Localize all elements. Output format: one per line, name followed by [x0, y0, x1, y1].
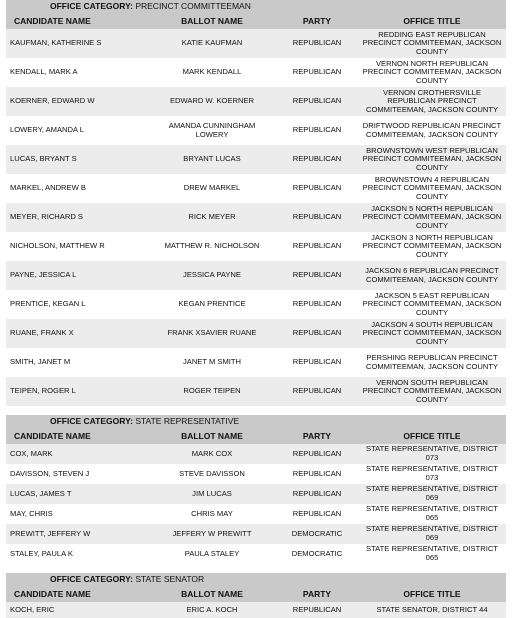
candidate-name-cell: PREWITT, JEFFERY W — [10, 528, 91, 538]
office-title-cell: JACKSON 6 REPUBLICAN PRECINCT COMMITEEMAN, JACKSON COUNTY — [365, 265, 499, 284]
table-row — [6, 544, 506, 564]
party-cell: REPUBLICAN — [292, 299, 342, 309]
table-row — [6, 464, 506, 484]
party-cell: REPUBLICAN — [292, 212, 342, 222]
office-category-label — [6, 415, 239, 427]
party-cell: REPUBLICAN — [292, 604, 342, 614]
office-title-cell: STATE REPRESENTATIVE, DISTRICT 065 — [366, 504, 498, 522]
ballot-name-cell: DREW MARKEL — [183, 183, 241, 193]
table-row — [6, 87, 506, 116]
ballot-name-cell: FRANK XSAVIER RUANE — [167, 328, 257, 338]
table-row — [6, 261, 506, 290]
table-row — [6, 524, 506, 544]
candidate-name-cell: LOWERY, AMANDA L — [10, 125, 84, 135]
candidate-name-cell: KENDALL, MARK A — [10, 67, 78, 77]
party-cell: REPUBLICAN — [292, 488, 342, 498]
office-category-name: STATE REPRESENTATIVE — [135, 416, 240, 426]
ballot-name-cell: KEGAN PRENTICE — [178, 299, 246, 309]
table-row — [6, 348, 506, 377]
header-ballot-name: BALLOT NAME — [181, 430, 243, 441]
office-title-cell: DRIFTWOOD REPUBLICAN PRECINCT COMMITEEMAN, JACKSON COUNTY — [362, 120, 502, 139]
party-cell: DEMOCRATIC — [291, 528, 343, 538]
party-cell: REPUBLICAN — [292, 468, 342, 478]
office-title-cell: JACKSON 3 NORTH REPUBLICAN PRECINCT COMMITEEMAN, JACKSON COUNTY — [362, 232, 502, 259]
office-title-cell: PERSHING REPUBLICAN PRECINCT COMMITEEMAN, JACKSON COUNTY — [365, 352, 499, 371]
candidate-name-cell: TEIPEN, ROGER L — [10, 386, 76, 396]
header-party: PARTY — [302, 430, 332, 441]
ballot-name-cell: JESSICA PAYNE — [183, 270, 241, 280]
candidate-name-cell: LUCAS, JAMES T — [10, 488, 72, 498]
office-title-cell: JACKSON 5 NORTH REPUBLICAN PRECINCT COMMITEEMAN, JACKSON COUNTY — [362, 203, 502, 230]
office-title-cell: JACKSON 4 SOUTH REPUBLICAN PRECINCT COMMITEEMAN, JACKSON COUNTY — [362, 319, 502, 346]
party-cell: REPUBLICAN — [292, 357, 342, 367]
table-row — [6, 290, 506, 319]
section-state-senator — [6, 573, 506, 618]
ballot-name-cell: STEVE DAVISSON — [179, 468, 245, 478]
ballot-name-cell: EDWARD W. KOERNER — [169, 96, 255, 106]
candidate-name-cell: COX, MARK — [10, 448, 53, 458]
office-title-cell: STATE REPRESENTATIVE, DISTRICT 069 — [366, 484, 498, 502]
table-row — [6, 58, 506, 87]
candidate-name-cell: KAUFMAN, KATHERINE S — [10, 38, 102, 48]
party-cell: REPUBLICAN — [292, 38, 342, 48]
ballot-name-cell: ROGER TEIPEN — [183, 386, 241, 396]
section-gap — [6, 406, 506, 415]
party-cell: REPUBLICAN — [292, 183, 342, 193]
table-row — [6, 174, 506, 203]
table-row — [6, 203, 506, 232]
table-row — [6, 145, 506, 174]
candidate-name-cell: PRENTICE, KEGAN L — [10, 299, 86, 309]
ballot-name-cell: PAULA STALEY — [184, 548, 240, 558]
party-cell: REPUBLICAN — [292, 448, 342, 458]
table-header-row — [6, 427, 506, 444]
ballot-name-cell: AMANDA CUNNINGHAM LOWERY — [168, 120, 256, 139]
header-ballot-name: BALLOT NAME — [181, 588, 243, 599]
ballot-name-cell: MARK KENDALL — [182, 67, 242, 77]
ballot-name-cell: JIM LUCAS — [192, 488, 232, 498]
table-row — [6, 232, 506, 261]
party-cell: REPUBLICAN — [292, 508, 342, 518]
table-row — [6, 29, 506, 58]
ballot-name-cell: ERIC A. KOCH — [186, 604, 238, 614]
party-cell: DEMOCRATIC — [291, 548, 343, 558]
office-title-cell: STATE SENATOR, DISTRICT 44 — [376, 604, 488, 614]
candidate-list-page — [6, 0, 506, 618]
office-category-name: PRECINCT COMMITTEEMAN — [135, 1, 251, 11]
header-ballot-name: BALLOT NAME — [181, 15, 243, 26]
table-row — [6, 602, 506, 618]
section-gap — [6, 564, 506, 573]
office-category-label — [6, 573, 204, 585]
candidate-name-cell: MAY, CHRIS — [10, 508, 53, 518]
candidate-name-cell: SMITH, JANET M — [10, 357, 71, 367]
ballot-name-cell: JANET M SMITH — [182, 357, 242, 367]
candidate-name-cell: LUCAS, BRYANT S — [10, 154, 77, 164]
candidate-name-cell: KOCH, ERIC — [10, 604, 55, 614]
candidate-name-cell: KOERNER, EDWARD W — [10, 96, 95, 106]
office-category-bar — [6, 0, 506, 12]
candidate-name-cell: MEYER, RICHARD S — [10, 212, 83, 222]
section-precinct-committeeman — [6, 0, 506, 406]
ballot-name-cell: MARK COX — [191, 448, 233, 458]
office-title-cell: VERNON NORTH REPUBLICAN PRECINCT COMMITEEMAN, JACKSON COUNTY — [362, 58, 502, 85]
header-office-title: OFFICE TITLE — [403, 15, 461, 26]
office-title-cell: STATE REPRESENTATIVE, DISTRICT 069 — [366, 524, 498, 542]
header-office-title: OFFICE TITLE — [403, 588, 461, 599]
office-category-prefix: OFFICE CATEGORY: — [50, 1, 133, 11]
party-cell: REPUBLICAN — [292, 154, 342, 164]
office-title-cell: REDDING EAST REPUBLICAN PRECINCT COMMITEEMAN, JACKSON COUNTY — [362, 29, 502, 56]
header-party: PARTY — [302, 588, 332, 599]
table-row — [6, 377, 506, 406]
office-title-cell: STATE REPRESENTATIVE, DISTRICT 073 — [366, 464, 498, 482]
table-row — [6, 116, 506, 145]
table-row — [6, 444, 506, 464]
candidate-name-cell: PAYNE, JESSICA L — [10, 270, 77, 280]
office-category-bar — [6, 573, 506, 585]
candidate-name-cell: DAVISSON, STEVEN J — [10, 468, 90, 478]
header-candidate-name: CANDIDATE NAME — [14, 15, 91, 26]
office-category-prefix: OFFICE CATEGORY: — [50, 416, 133, 426]
candidate-name-cell: NICHOLSON, MATTHEW R — [10, 241, 105, 251]
table-row — [6, 319, 506, 348]
header-office-title: OFFICE TITLE — [403, 430, 461, 441]
office-title-cell: JACKSON 5 EAST REPUBLICAN PRECINCT COMMITEEMAN, JACKSON COUNTY — [362, 290, 502, 317]
party-cell: REPUBLICAN — [292, 125, 342, 135]
candidate-name-cell: MARKEL, ANDREW B — [10, 183, 86, 193]
candidate-name-cell: RUANE, FRANK X — [10, 328, 74, 338]
party-cell: REPUBLICAN — [292, 96, 342, 106]
office-category-name: STATE SENATOR — [135, 574, 205, 584]
party-cell: REPUBLICAN — [292, 241, 342, 251]
candidate-name-cell: STALEY, PAULA K — [10, 548, 73, 558]
table-header-row — [6, 585, 506, 602]
office-category-bar — [6, 415, 506, 427]
header-party: PARTY — [302, 15, 332, 26]
table-row — [6, 504, 506, 524]
office-title-cell: VERNON SOUTH REPUBLICAN PRECINCT COMMITEEMAN, JACKSON COUNTY — [362, 377, 502, 404]
ballot-name-cell: BRYANT LUCAS — [183, 154, 241, 164]
ballot-name-cell: MATTHEW R. NICHOLSON — [164, 241, 260, 251]
office-title-cell: VERNON CROTHERSVILLE REPUBLICAN PRECINCT COMMITEEMAN, JACKSON COUNTY — [365, 87, 499, 114]
office-category-prefix: OFFICE CATEGORY: — [50, 574, 133, 584]
ballot-name-cell: JEFFERY W PREWITT — [172, 528, 252, 538]
party-cell: REPUBLICAN — [292, 386, 342, 396]
office-title-cell: STATE REPRESENTATIVE, DISTRICT 073 — [366, 444, 498, 462]
ballot-name-cell: CHRIS MAY — [191, 508, 233, 518]
table-row — [6, 484, 506, 504]
office-title-cell: BROWNSTOWN WEST REPUBLICAN PRECINCT COMMITEEMAN, JACKSON COUNTY — [362, 145, 502, 172]
ballot-name-cell: KATIE KAUFMAN — [181, 38, 243, 48]
header-candidate-name: CANDIDATE NAME — [14, 430, 91, 441]
header-candidate-name: CANDIDATE NAME — [14, 588, 91, 599]
table-header-row — [6, 12, 506, 29]
ballot-name-cell: RICK MEYER — [188, 212, 236, 222]
party-cell: REPUBLICAN — [292, 67, 342, 77]
party-cell: REPUBLICAN — [292, 328, 342, 338]
section-state-representative — [6, 415, 506, 564]
office-title-cell: BROWNSTOWN 4 REPUBLICAN PRECINCT COMMITEEMAN, JACKSON COUNTY — [362, 174, 502, 201]
office-title-cell: STATE REPRESENTATIVE, DISTRICT 065 — [366, 544, 498, 562]
office-category-label — [6, 0, 251, 12]
party-cell: REPUBLICAN — [292, 270, 342, 280]
